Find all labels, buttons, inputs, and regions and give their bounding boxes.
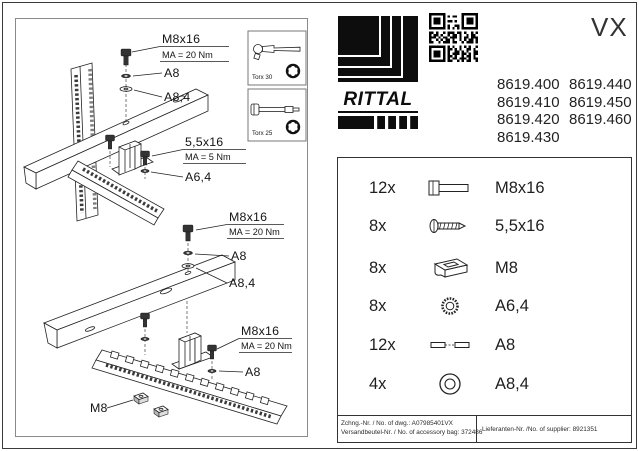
spacer-block-bottom	[172, 301, 213, 369]
callout-top-screw	[132, 32, 229, 104]
parts-row	[338, 372, 631, 396]
callout-torque-55x16: MA = 5 Nm	[185, 152, 231, 162]
chassis-rail-top	[24, 89, 208, 189]
model-number: 8619.460	[569, 111, 632, 129]
assembly-drawing-panel	[15, 18, 308, 437]
chassis-rail-mid	[44, 255, 235, 348]
washer-top-icon	[423, 372, 477, 396]
callout-a84-mid: A8,4	[229, 276, 256, 290]
part-label: 5,5x16	[495, 217, 545, 235]
tool-box-torx25	[248, 89, 306, 141]
callout-m8-nut: M8	[90, 401, 108, 415]
model-number: 8619.430	[497, 128, 560, 146]
tool-box-torx30	[248, 31, 306, 85]
part-label: M8x16	[495, 179, 545, 197]
brand-name: RITTAL	[343, 89, 413, 110]
model-number: 8619.450	[569, 93, 632, 111]
model-number	[569, 129, 632, 147]
title-block	[338, 415, 631, 442]
screw-stack-top	[120, 49, 132, 121]
part-qty: 8x	[369, 297, 387, 315]
clip-nuts	[134, 393, 168, 417]
callout-a8-bottom: A8	[245, 365, 261, 379]
part-qty: 12x	[369, 336, 396, 354]
callout-a64: A6,4	[185, 170, 212, 184]
part-qty: 8x	[369, 217, 387, 235]
parts-row	[338, 176, 631, 200]
part-qty: 8x	[369, 259, 387, 277]
part-label: A8,4	[495, 375, 529, 393]
part-qty: 12x	[369, 179, 396, 197]
callout-55x16: 5,5x16	[185, 135, 224, 149]
tapping-screw-icon	[423, 214, 477, 238]
cap-screw-icon	[423, 176, 477, 200]
torx25-label: Torx 25	[252, 130, 273, 137]
parts-row	[338, 256, 631, 280]
parts-row	[338, 214, 631, 238]
torx30-label: Torx 30	[252, 74, 273, 81]
model-number: 8619.400	[497, 76, 560, 93]
parts-row	[338, 333, 631, 357]
washer-side-icon	[423, 333, 477, 357]
callout-tapping-screw	[151, 135, 246, 184]
assembly-drawing	[16, 19, 307, 434]
callout-m8x16-mid: M8x16	[229, 210, 268, 224]
callout-torque-bottom: MA = 20 Nm	[241, 341, 292, 351]
parts-row	[338, 294, 631, 318]
part-label: A8	[495, 336, 516, 354]
callout-a8-mid: A8	[231, 249, 247, 263]
brand-bar	[338, 116, 418, 129]
model-numbers-col1	[497, 76, 560, 146]
callout-m8x16-top: M8x16	[162, 32, 201, 46]
supplier-number: Lieferanten-Nr. /No. of supplier: 8921351	[482, 425, 598, 433]
callout-a8-top: A8	[164, 66, 180, 80]
qr-code	[429, 13, 478, 62]
callout-a84-top: A8,4	[164, 90, 191, 104]
rittal-logo	[338, 16, 418, 134]
serrated-washer-icon	[423, 294, 477, 318]
rittal-logo-mark	[338, 16, 418, 82]
clip-nut-icon	[423, 256, 477, 280]
model-number: 8619.420	[497, 111, 560, 129]
callout-torque-mid: MA = 20 Nm	[229, 227, 280, 237]
brand-rule	[338, 111, 418, 113]
title-block-left	[338, 416, 483, 442]
model-numbers-col2	[569, 76, 632, 146]
drawing-number: Zchng.-Nr. / No. of dwg.: A07985401VX	[341, 419, 453, 427]
part-label: A6,4	[495, 297, 529, 315]
model-number: 8619.440	[569, 76, 632, 93]
screw-stack-mid	[182, 225, 194, 271]
part-qty: 4x	[369, 375, 387, 393]
callout-torque-top: MA = 20 Nm	[162, 50, 213, 60]
part-label: M8	[495, 259, 518, 277]
parts-list-box	[337, 157, 632, 443]
callout-m8x16-bottom: M8x16	[241, 324, 280, 338]
product-family-title: VX	[591, 12, 628, 42]
accessory-bag-number: Versandbeutel-Nr. / No. of accessory bag: 372486	[341, 429, 483, 436]
model-number: 8619.410	[497, 93, 560, 111]
